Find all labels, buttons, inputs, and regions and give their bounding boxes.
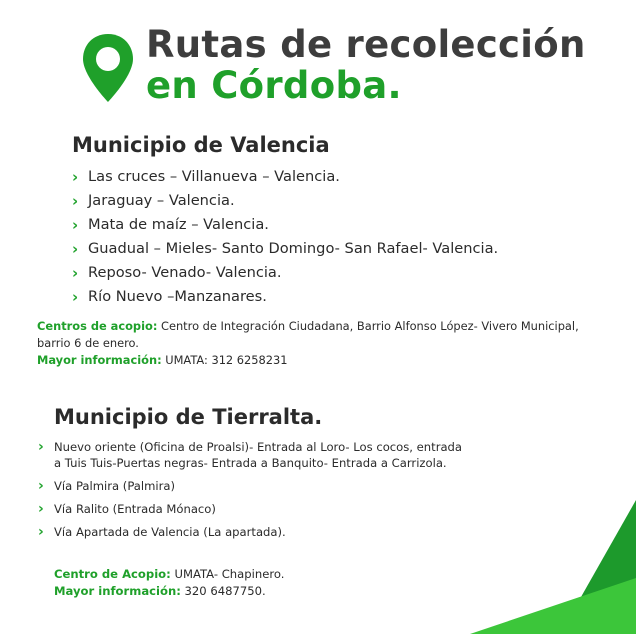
chevron-right-icon: › [38,439,44,455]
route-text: Vía Ralito (Entrada Mónaco) [54,502,216,516]
chevron-right-icon: › [72,192,79,210]
title-line-1: Rutas de recolección [146,23,586,66]
chevron-right-icon: › [38,501,44,517]
tierralta-heading: Municipio de Tierralta. [54,405,323,429]
route-text: Vía Palmira (Palmira) [54,479,176,493]
acopio-value: Centro de Integración Ciudadana, Barrio Alfonso López- Vivero Municipal, barrio 6 de enero. [37,319,579,350]
title-line-2: en Córdoba. [146,64,402,107]
route-text: Reposo- Venado- Valencia. [88,264,282,281]
list-item [72,189,498,213]
info-label: Mayor información: [37,353,162,367]
info-value: UMATA: 312 6258231 [161,353,288,367]
tierralta-section [38,405,462,547]
valencia-routes-list [72,165,498,309]
location-pin-icon [80,32,136,104]
list-item [72,261,498,285]
list-item [72,213,498,237]
page-title [146,23,586,107]
tierralta-acopio-info [54,566,284,600]
list-item [72,285,498,309]
route-text: Vía Apartada de Valencia (La apartada). [54,525,286,539]
info-label: Mayor información: [54,584,181,598]
route-text: Nuevo oriente (Oficina de Proalsi)- Entrada al Loro- Los cocos, entrada a Tuis Tuis-Puertas negras- Entrada a Banquito- Entrada a Carrizola. [54,440,463,470]
chevron-right-icon: › [72,168,79,186]
valencia-acopio-info [37,318,597,369]
route-text: Río Nuevo –Manzanares. [88,288,267,305]
chevron-right-icon: › [38,524,44,540]
chevron-right-icon: › [72,264,79,282]
route-text: Las cruces – Villanueva – Valencia. [88,168,340,185]
list-item [72,165,498,189]
list-item [72,237,498,261]
route-text: Mata de maíz – Valencia. [88,216,269,233]
acopio-value: UMATA- Chapinero. [170,567,285,581]
list-item [38,501,462,517]
valencia-acopio [37,318,597,352]
list-item [38,439,462,471]
route-text: Jaraguay – Valencia. [88,192,235,209]
list-item [38,478,462,494]
chevron-right-icon: › [38,478,44,494]
valencia-info [37,352,597,369]
valencia-section [72,133,498,309]
tierralta-routes-list [38,439,462,540]
chevron-right-icon: › [72,240,79,258]
chevron-right-icon: › [72,216,79,234]
acopio-label: Centro de Acopio: [54,567,171,581]
tierralta-acopio [54,566,284,583]
tierralta-info [54,583,284,600]
valencia-heading: Municipio de Valencia [72,133,330,157]
acopio-label: Centros de acopio: [37,319,158,333]
info-value: 320 6487750. [180,584,266,598]
chevron-right-icon: › [72,288,79,306]
route-text: Guadual – Mieles- Santo Domingo- San Rafael- Valencia. [88,240,499,257]
list-item [38,524,462,540]
